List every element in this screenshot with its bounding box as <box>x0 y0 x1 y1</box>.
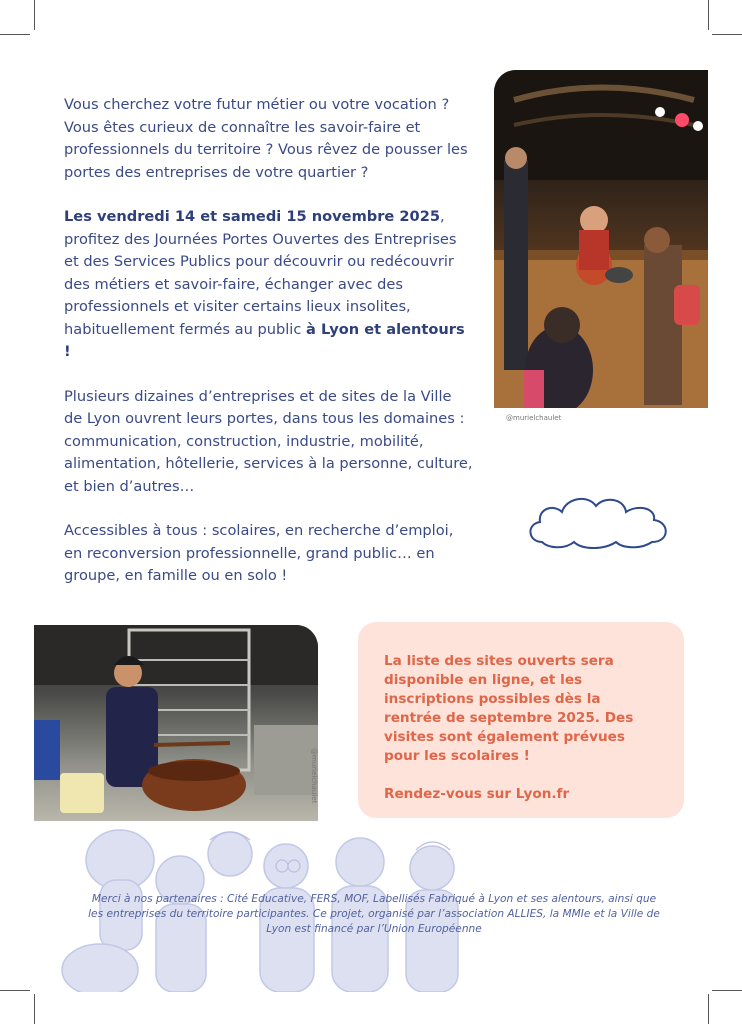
crop-mark <box>0 990 30 991</box>
theatre-workshop-illustration <box>494 70 708 408</box>
crop-mark <box>0 34 30 35</box>
cloud-icon <box>524 490 674 554</box>
crop-mark <box>712 990 742 991</box>
info-box <box>358 622 684 818</box>
theatre-workshop-photo <box>494 70 708 408</box>
photo-credit: @murielchaulet <box>506 414 562 422</box>
crop-mark <box>708 994 709 1024</box>
info-text: La liste des sites ouverts sera disponible en ligne, et les inscriptions possibles dès la rentrée de septembre 2025. Des visites sont également prévues pour les scolaires ! <box>384 653 634 764</box>
crop-mark <box>34 994 35 1024</box>
crop-mark <box>34 0 35 30</box>
intro-paragraph-3: Plusieurs dizaines d’entreprises et de sites de la Ville de Lyon ouvrent leurs portes, dans tous les domaines : communication, construction, industrie, mobilité, alimentation, hôtellerie, services à la personne, culture, et bien d’autres… <box>64 387 473 495</box>
crop-mark <box>712 34 742 35</box>
photo-credit: @murielchaulet <box>310 748 318 804</box>
event-dates: Les vendredi 14 et samedi 15 novembre 2025 <box>64 208 441 225</box>
intro-paragraph-1: Vous cherchez votre futur métier ou votre vocation ? Vous êtes curieux de connaître les savoir-faire et professionnels du territoire ? Vous rêvez de pousser les portes des entreprises de votre quartier ? <box>64 96 468 181</box>
intro-paragraph-4: Accessibles à tous : scolaires, en recherche d’emploi, en reconversion professionnelle, grand public… en groupe, en famille ou en solo ! <box>64 522 454 584</box>
partners-thanks: Merci à nos partenaires : Cité Educative, FERS, MOF, Labellisés Fabriqué à Lyon et ses alentours, ainsi que les entreprises du territoire participantes. Ce projet, organisé par l’association ALLIES, la MMIe et la Ville de Lyon est financé par l’Union Européenne <box>88 893 660 935</box>
crop-mark <box>708 0 709 30</box>
event-location: à Lyon et alentours ! <box>64 320 465 360</box>
website-callout: Rendez-vous sur Lyon.fr <box>384 786 570 802</box>
intro-paragraph-2-text: , profitez des Journées Portes Ouvertes des Entreprises et des Services Publics pour découvrir ou redécouvrir des métiers et savoir-faire, échanger avec des professionnels et visiter certains lieux insolites, habituellement fermés au public <box>64 208 457 338</box>
intro-text <box>64 94 474 610</box>
intro-paragraph-2 <box>64 206 474 364</box>
chocolate-kitchen-photo <box>34 625 318 821</box>
chocolate-kitchen-illustration <box>34 625 318 821</box>
